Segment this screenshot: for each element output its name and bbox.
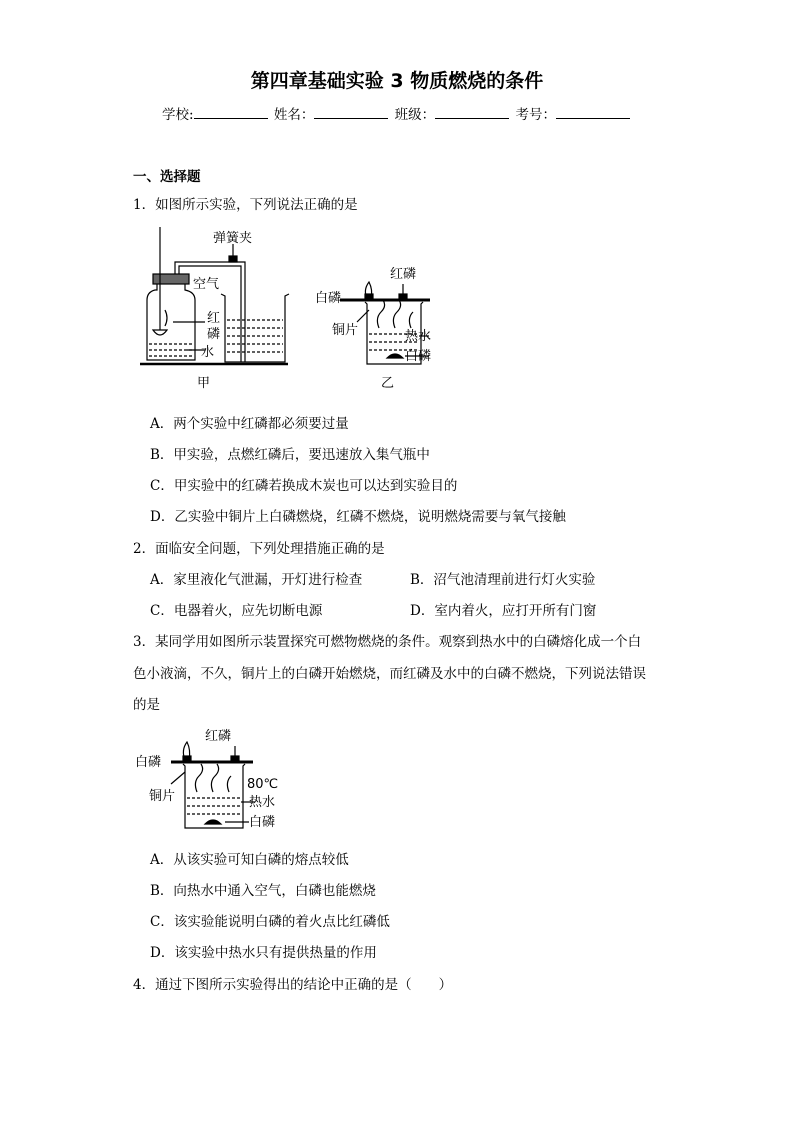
q1-option-b: B．甲实验，点燃红磷后，要迅速放入集气瓶中: [150, 447, 430, 463]
jia-label: 甲: [197, 376, 211, 391]
q4-stem: 4．通过下图所示实验得出的结论中正确的是（ ）: [133, 977, 453, 993]
q3-copper-label: 铜片: [149, 789, 176, 804]
water-label: 水: [201, 345, 215, 360]
jia-apparatus: [140, 227, 289, 364]
yi-white-p-label: 白磷: [315, 291, 342, 306]
q2-option-a: A．家里液化气泄漏，开灯进行检查: [150, 572, 363, 588]
q3-white-p2-label: 白磷: [249, 815, 276, 830]
section-heading: 一、选择题: [133, 169, 201, 185]
yi-white-p2-label: 白磷: [404, 349, 431, 364]
q3-white-p-label: 白磷: [135, 755, 162, 770]
red-label-2: 磷: [207, 327, 221, 342]
exam-no-blank: [556, 106, 630, 119]
yi-copper-label: 铜片: [332, 323, 359, 338]
q2-option-c: C．电器着火，应先切断电源: [150, 603, 323, 619]
page-title: 第四章基础实验 3 物质燃烧的条件: [250, 70, 544, 92]
q3-stem-line2: 色小液滴，不久，铜片上的白磷开始燃烧，而红磷及水中的白磷不燃烧，下列说法错误: [133, 666, 646, 682]
q3-option-a: A．从该实验可知白磷的熔点较低: [150, 852, 349, 868]
yi-hot-water-label: 热水: [404, 329, 431, 344]
q1-option-c: C．甲实验中的红磷若换成木炭也可以达到实验目的: [150, 478, 458, 494]
spring-clip-label: 弹簧夹: [213, 231, 253, 246]
air-label: 空气: [193, 277, 220, 292]
q2-option-d: D．室内着火，应打开所有门窗: [410, 603, 597, 619]
student-info-line: [0, 103, 794, 123]
q2-option-b: B．沼气池清理前进行灯火实验: [410, 572, 596, 588]
q3-option-d: D．该实验中热水只有提供热量的作用: [150, 945, 377, 961]
q3-option-b: B．向热水中通入空气，白磷也能燃烧: [150, 883, 376, 899]
q3-option-c: C．该实验能说明白磷的着火点比红磷低: [150, 914, 390, 930]
school-label: 学校:: [162, 107, 194, 123]
exam-no-label: 考号：: [515, 107, 556, 123]
q3-temp-label: 80℃: [247, 777, 279, 792]
q3-red-p-label: 红磷: [205, 729, 232, 744]
q1-figure: [135, 222, 435, 392]
q3-hot-water-label: 热水: [249, 795, 276, 810]
name-label: 姓名：: [273, 107, 315, 123]
yi-label: 乙: [381, 376, 395, 391]
class-blank: [435, 106, 509, 119]
yi-red-p-label: 红磷: [390, 267, 417, 282]
q1-stem: 1．如图所示实验，下列说法正确的是: [133, 197, 358, 213]
q1-option-a: A．两个实验中红磷都必须要过量: [150, 416, 349, 432]
q3-stem-line3: 的是: [133, 697, 160, 713]
q2-stem: 2．面临安全问题，下列处理措施正确的是: [133, 541, 385, 557]
q3-stem-line1: 3．某同学用如图所示装置探究可燃物燃烧的条件。观察到热水中的白磷熔化成一个白: [133, 634, 642, 650]
q1-option-d: D．乙实验中铜片上白磷燃烧，红磷不燃烧，说明燃烧需要与氧气接触: [150, 509, 566, 525]
school-blank: [194, 106, 268, 119]
name-blank: [314, 106, 388, 119]
q3-figure: [133, 724, 293, 834]
red-label-1: 红: [207, 311, 221, 326]
class-label: 班级：: [394, 107, 436, 123]
